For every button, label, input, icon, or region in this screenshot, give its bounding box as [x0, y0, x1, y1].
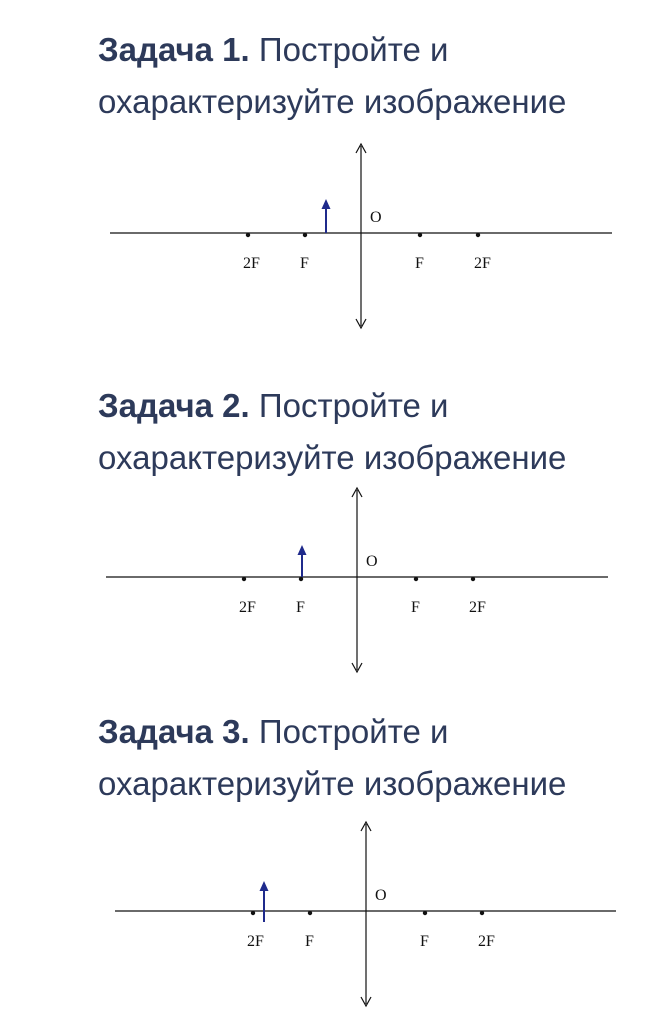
left-f-label: F [305, 933, 314, 950]
lens [352, 488, 362, 672]
center-label: O [366, 553, 378, 570]
task-2-text [98, 380, 638, 484]
task-3-line1: Постройте и [258, 713, 449, 750]
left-2f-label: 2F [247, 933, 264, 950]
left-2f-point [251, 911, 255, 915]
lens [361, 822, 371, 1006]
task-3-lens-diagram [0, 818, 662, 1013]
right-f-point [423, 911, 427, 915]
left-2f-point [246, 233, 250, 237]
object-arrow [298, 545, 307, 577]
task-2-line1: Постройте и [258, 387, 449, 424]
task-3-title: Задача 3. [98, 713, 250, 750]
left-f-point [308, 911, 312, 915]
task-1-line2: охарактеризуйте изображение [98, 83, 567, 120]
right-2f-point [480, 911, 484, 915]
right-f-label: F [411, 599, 420, 616]
left-f-point [303, 233, 307, 237]
right-2f-label: 2F [478, 933, 495, 950]
right-f-point [414, 577, 418, 581]
object-arrow [260, 881, 269, 922]
left-f-label: F [300, 255, 309, 272]
left-2f-label: 2F [243, 255, 260, 272]
task-2-lens-diagram [0, 484, 662, 679]
left-2f-label: 2F [239, 599, 256, 616]
lens [356, 144, 366, 328]
right-2f-point [471, 577, 475, 581]
right-2f-point [476, 233, 480, 237]
center-label: O [375, 887, 387, 904]
center-label: O [370, 209, 382, 226]
task-1-text [98, 24, 638, 128]
task-1-title: Задача 1. [98, 31, 250, 68]
task-2-line2: охарактеризуйте изображение [98, 439, 567, 476]
right-f-label: F [420, 933, 429, 950]
task-1-line1: Постройте и [258, 31, 449, 68]
right-2f-label: 2F [474, 255, 491, 272]
right-f-label: F [415, 255, 424, 272]
task-3-line2: охарактеризуйте изображение [98, 765, 567, 802]
task-2-title: Задача 2. [98, 387, 250, 424]
right-f-point [418, 233, 422, 237]
object-arrow [322, 199, 331, 233]
left-f-point [299, 577, 303, 581]
task-3-text [98, 706, 638, 810]
left-f-label: F [296, 599, 305, 616]
task-1-lens-diagram [0, 140, 662, 335]
left-2f-point [242, 577, 246, 581]
right-2f-label: 2F [469, 599, 486, 616]
